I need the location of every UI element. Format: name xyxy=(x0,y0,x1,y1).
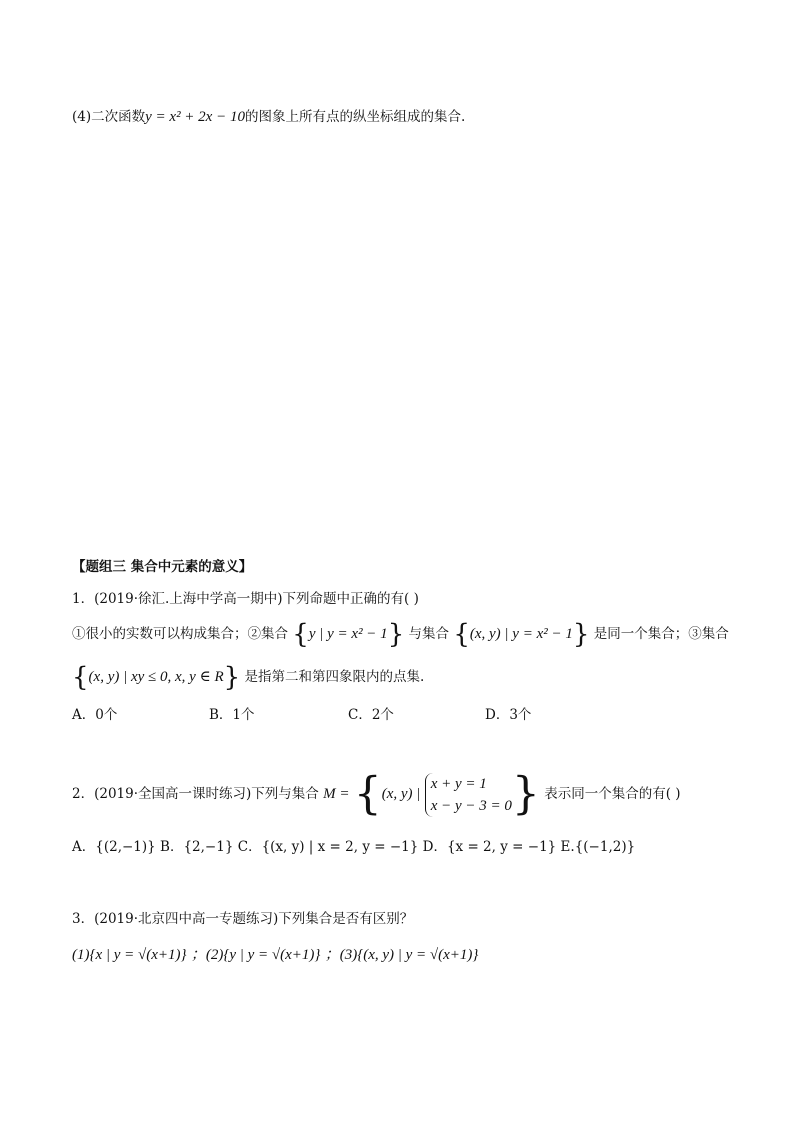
q2-eq1: x + y = 1 xyxy=(430,775,487,792)
q1-line2-a: ①很小的实数可以构成集合；②集合 xyxy=(72,626,288,642)
q1-line3-tail: 是指第二和第四象限内的点集. xyxy=(244,669,425,685)
q2-stem-b: 表示同一个集合的有( ) xyxy=(544,786,681,802)
q2-stem-a: 2．(2019·全国高一课时练习)下列与集合 xyxy=(72,786,319,802)
q1-line2 xyxy=(72,619,729,650)
q3-item-1: (1){x | y = √(x+1)} xyxy=(72,947,187,963)
q4-prefix: (4)二次函数 xyxy=(72,109,146,125)
q2-system xyxy=(425,773,512,817)
q1-stem: 1．(2019·徐汇.上海中学高一期中)下列命题中正确的有( ) xyxy=(72,591,419,607)
q4-suffix: 的图象上所有点的纵坐标组成的集合. xyxy=(244,109,466,125)
q3-item-2: ；(2){y | y = √(x+1)} xyxy=(190,947,321,963)
q2-option-a: A．{(2,−1)} xyxy=(72,839,156,855)
brace-close: } xyxy=(223,662,241,693)
q1-set-a: y | y = x² − 1 xyxy=(308,626,388,642)
q1-line2-c: 是同一个集合；③集合 xyxy=(593,626,729,642)
q3-item-3: ；(3){(x, y) | y = √(x+1)} xyxy=(324,947,479,963)
q1-set-c: (x, y) | xy ≤ 0, x, y ∈ R xyxy=(88,669,224,685)
q2-set-m: M = xyxy=(323,786,350,802)
q1-line2-b: 与集合 xyxy=(408,626,450,642)
q1-line3 xyxy=(72,662,425,693)
brace-close: } xyxy=(572,619,590,650)
q2-option-d: D．{x = 2, y = −1} xyxy=(422,839,557,855)
q2-stem: 2．(2019·全国高一课时练习)下列与集合 M = {(x, y) | x + y = 1 x − y − 3 = 0 } 表示同一个集合的有( ) xyxy=(72,768,681,820)
q1-option-d: D．3个 xyxy=(485,707,532,723)
q4-line xyxy=(72,106,465,128)
q2-option-c: C．{(x, y) | x = 2, y = −1} xyxy=(237,839,419,855)
brace-open: { xyxy=(453,619,470,650)
q2-options xyxy=(72,836,635,858)
brace-open: { xyxy=(353,768,382,820)
q4-expression: y = x² + 2x − 10 xyxy=(145,109,245,125)
q3-stem: 3．(2019·北京四中高一专题练习)下列集合是否有区别？ xyxy=(72,911,414,927)
group3-heading: 【题组三 集合中元素的意义】 xyxy=(72,559,253,575)
q1-option-a: A．0个 xyxy=(72,707,118,723)
brace-open: { xyxy=(72,662,89,693)
q1-option-b: B．1个 xyxy=(209,707,255,723)
q2-eq2: x − y − 3 = 0 xyxy=(430,797,512,814)
q1-option-c: C．2个 xyxy=(348,707,394,723)
q2-option-e: E.{(−1,2)} xyxy=(560,839,636,855)
brace-open: { xyxy=(292,619,309,650)
q2-option-b: B．{2,−1} xyxy=(160,839,234,855)
q1-set-b: (x, y) | y = x² − 1 xyxy=(469,626,573,642)
q3-items xyxy=(72,944,478,966)
brace-close: } xyxy=(511,768,540,820)
brace-close: } xyxy=(387,619,405,650)
